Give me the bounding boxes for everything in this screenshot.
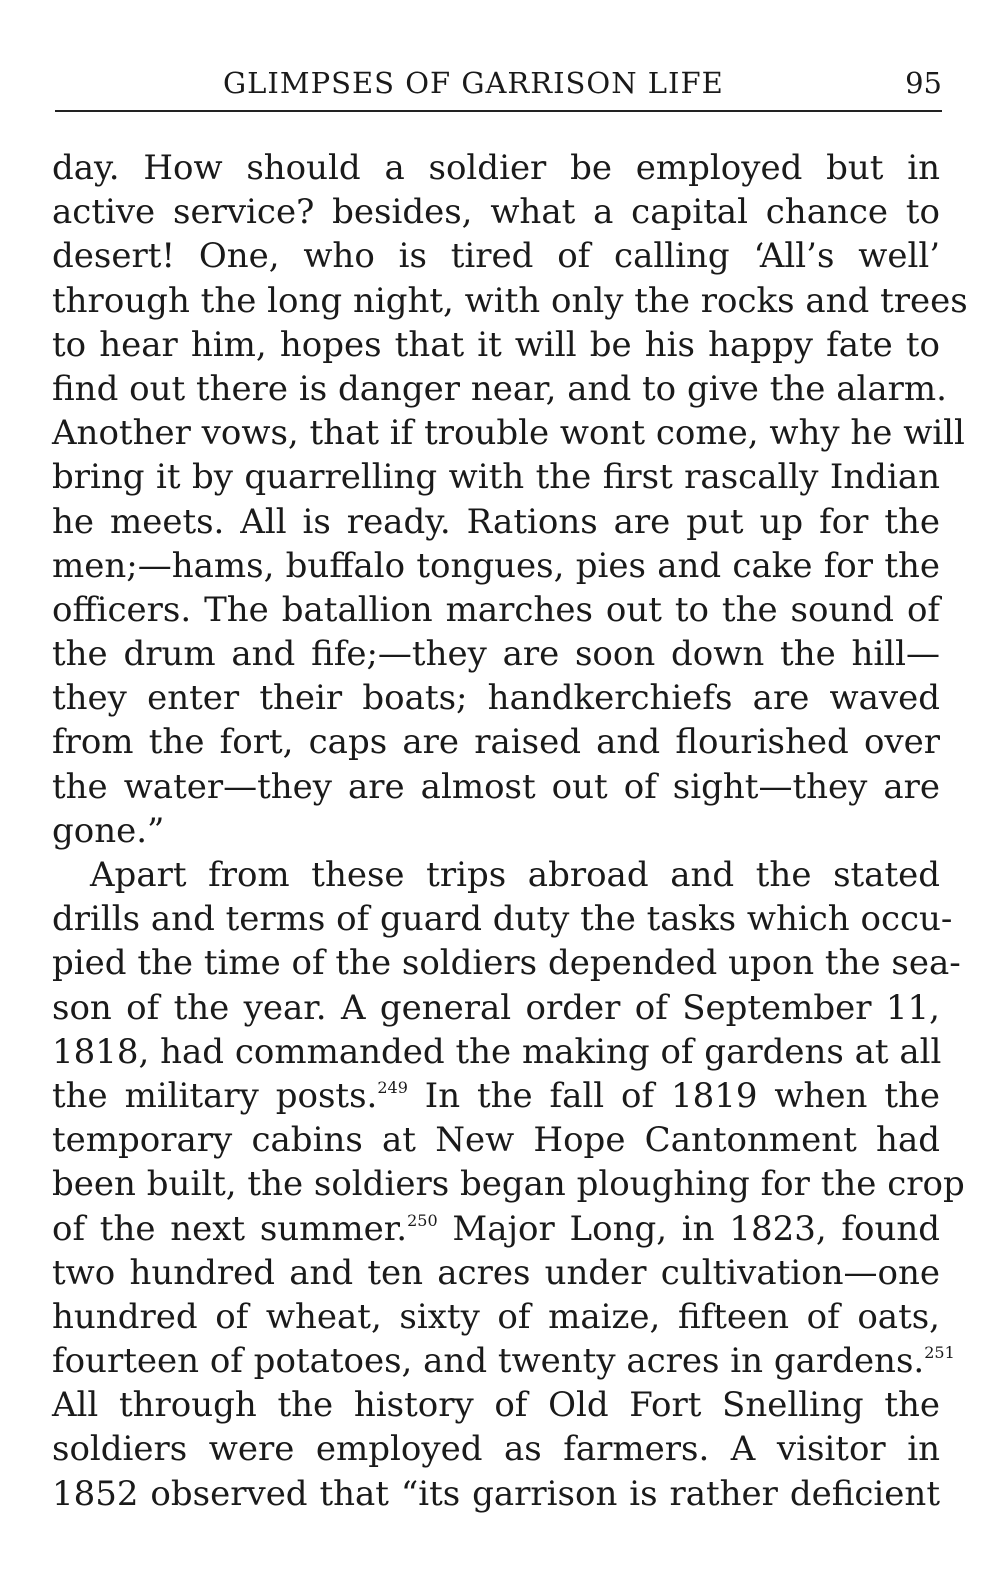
text-line: pied the time of the soldiers depended upon the sea- xyxy=(52,943,961,984)
text-segment: fourteen of potatoes, and twenty acres in gardens. xyxy=(52,1341,925,1382)
text-segment: of the next summer. xyxy=(52,1208,408,1249)
text-line: All through the history of Old Fort Snelling the xyxy=(52,1385,940,1426)
text-line: temporary cabins at New Hope Cantonment had xyxy=(52,1120,940,1161)
text-segment: the military posts. xyxy=(52,1075,378,1116)
text-line xyxy=(52,1074,940,1118)
text-line: they enter their boats; handkerchiefs are waved xyxy=(52,678,940,719)
text-line: the water—they are almost out of sight—they are xyxy=(52,766,940,807)
page-number: 95 xyxy=(905,66,942,100)
running-title: GLIMPSES OF GARRISON LIFE xyxy=(223,66,724,100)
text-line: through the long night, with only the rocks and trees xyxy=(52,280,968,321)
body-text xyxy=(52,146,968,1516)
text-line: two hundred and ten acres under cultivation—one xyxy=(52,1252,940,1293)
text-line: he meets. All is ready. Rations are put up for the xyxy=(52,501,940,542)
text-line xyxy=(52,1339,955,1383)
text-line: Apart from these trips abroad and the stated xyxy=(90,855,940,895)
text-line: day. How should a soldier be employed but in xyxy=(52,148,940,188)
footnote-ref: 249 xyxy=(377,1077,408,1097)
text-line: bring it by quarrelling with the first rascally Indian xyxy=(52,457,940,498)
text-line: men;—hams, buffalo tongues, pies and cake for the xyxy=(52,545,940,586)
text-line: active service? besides, what a capital chance to xyxy=(52,192,940,233)
footnote-ref: 251 xyxy=(924,1343,955,1363)
text-line: Another vows, that if trouble wont come, why he will xyxy=(52,413,965,454)
text-line: 1818, had commanded the making of gardens at all xyxy=(52,1031,942,1072)
paragraph-continued xyxy=(52,146,968,853)
text-line: son of the year. A general order of September 11, xyxy=(52,987,940,1028)
text-line: desert! One, who is tired of calling ‘All’s well’ xyxy=(52,236,940,277)
text-line: gone.” xyxy=(52,810,165,851)
text-line: drills and terms of guard duty the tasks which occu- xyxy=(52,899,953,940)
footnote-ref: 250 xyxy=(407,1210,438,1230)
text-line: officers. The batallion marches out to the sound of xyxy=(52,589,940,630)
text-line: find out there is danger near, and to give the alarm. xyxy=(52,368,947,409)
text-line: from the fort, caps are raised and flourished over xyxy=(52,722,940,763)
text-line: 1852 observed that “its garrison is rather deficient xyxy=(52,1473,940,1514)
text-line: hundred of wheat, sixty of maize, fifteen of oats, xyxy=(52,1296,940,1337)
text-line: the drum and fife;—they are soon down the hill— xyxy=(52,634,940,675)
page-header xyxy=(55,66,942,112)
text-line xyxy=(52,1207,940,1251)
text-line: to hear him, hopes that it will be his happy fate to xyxy=(52,324,940,365)
paragraph xyxy=(52,853,965,1516)
text-segment: In the fall of 1819 when the xyxy=(407,1075,941,1116)
text-line: soldiers were employed as farmers. A visitor in xyxy=(52,1429,940,1470)
text-segment: Major Long, in 1823, found xyxy=(437,1208,941,1249)
text-line: been built, the soldiers began ploughing for the crop xyxy=(52,1164,965,1205)
